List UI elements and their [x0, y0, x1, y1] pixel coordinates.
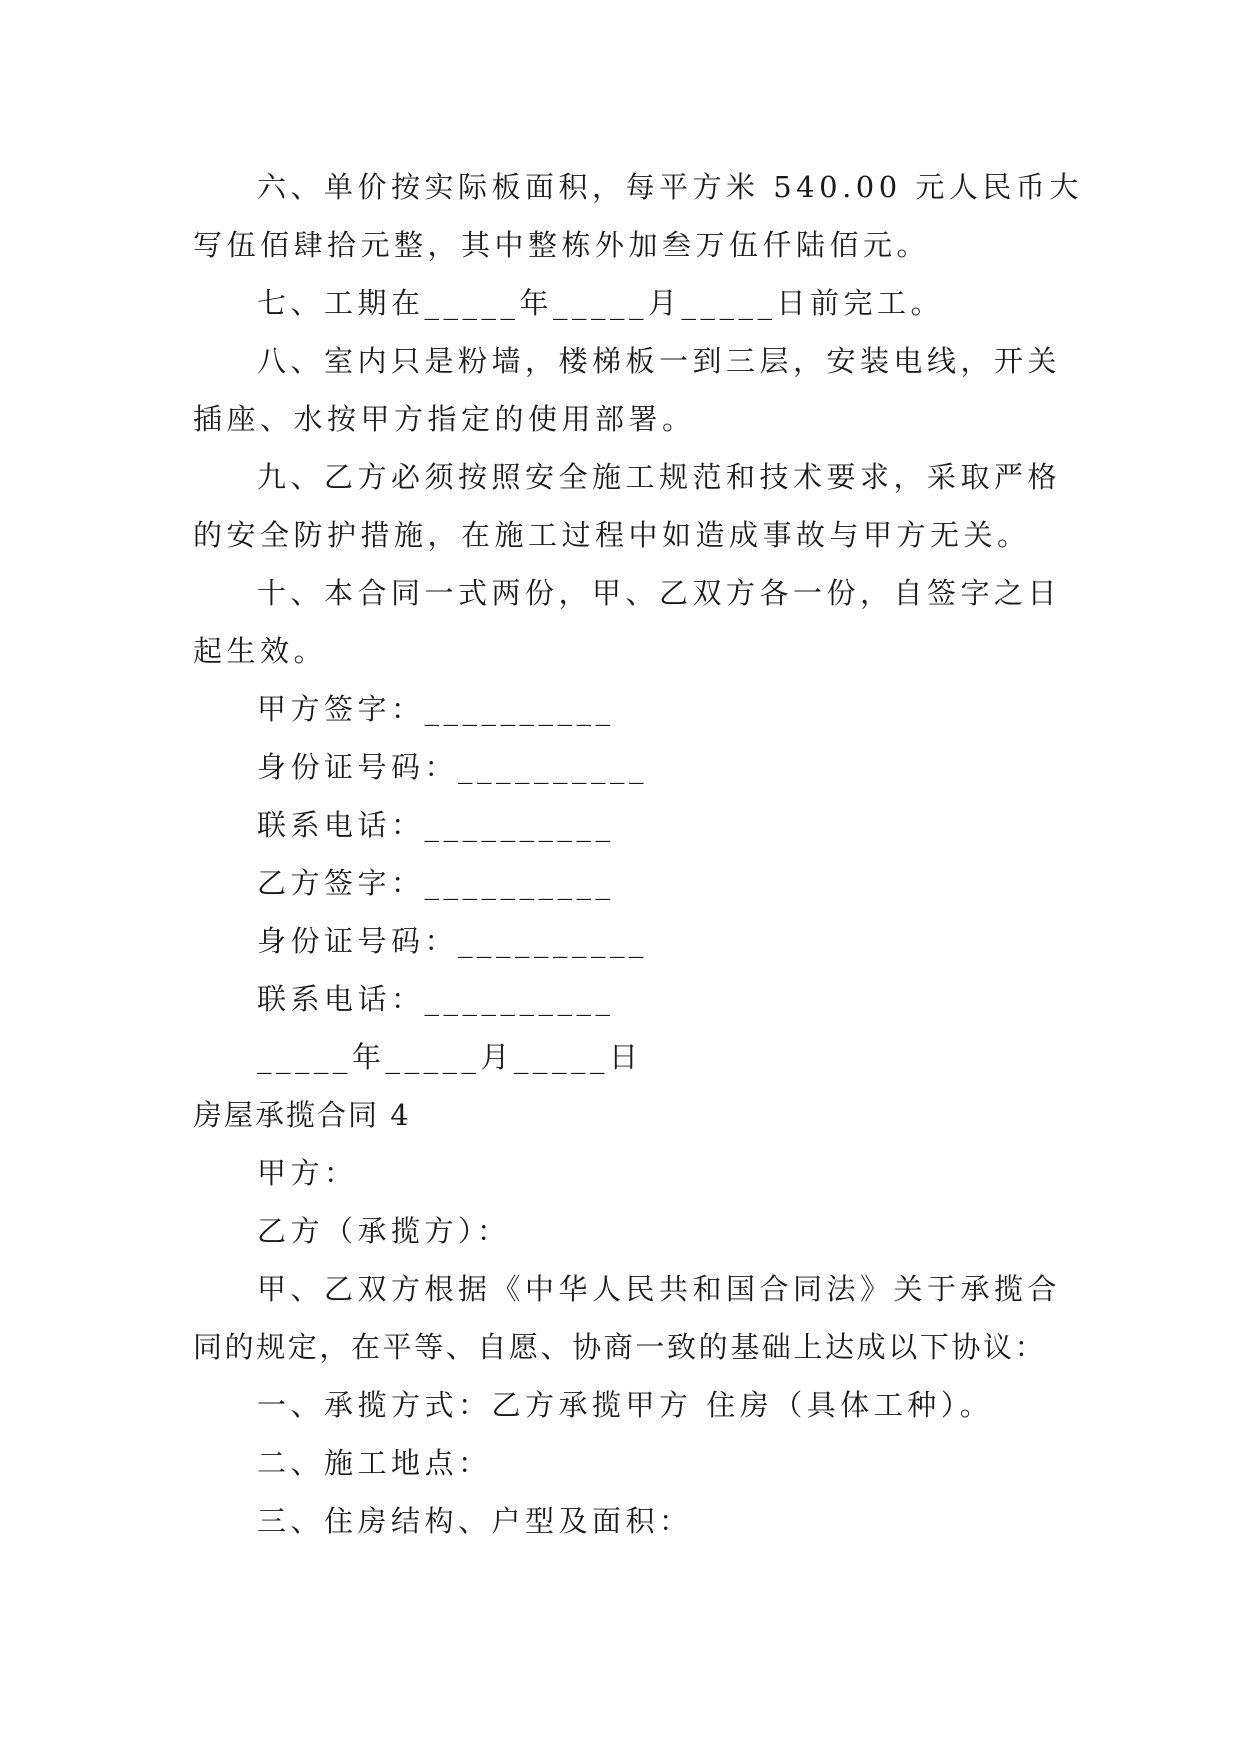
text-line: 一、承揽方式：乙方承揽甲方 住房（具体工种）。: [257, 1388, 994, 1422]
id-number-field-party-b: 身份证号码：__________: [257, 924, 649, 958]
text-line: 插座、水按甲方指定的使用部署。: [193, 402, 696, 436]
text-line: 的安全防护措施，在施工过程中如造成事故与甲方无关。: [193, 518, 1031, 552]
phone-field-party-a: 联系电话：__________: [257, 808, 615, 842]
document-body: [193, 158, 1083, 1550]
text-line: 乙方（承揽方）：: [257, 1214, 511, 1248]
text-line: 七、工期在_____年_____月_____日前完工。: [257, 286, 945, 320]
signature-field-party-b: 乙方签字：__________: [257, 866, 615, 900]
text-line: 起生效。: [193, 634, 328, 668]
signature-field-party-a: 甲方签字：__________: [257, 692, 615, 726]
text-line: 十、本合同一式两份，甲、乙双方各一份，自签字之日: [257, 576, 1062, 610]
text-line: 甲方：: [257, 1156, 358, 1190]
section-heading: 房屋承揽合同 4: [193, 1098, 411, 1132]
phone-field-party-b: 联系电话：__________: [257, 982, 615, 1016]
text-line: 同的规定，在平等、自愿、协商一致的基础上达成以下协议：: [193, 1330, 1047, 1364]
text-line: 写伍佰肆拾元整，其中整栋外加叁万伍仟陆佰元。: [193, 228, 931, 262]
text-line: 三、住房结构、户型及面积：: [257, 1504, 693, 1538]
text-line: 九、乙方必须按照安全施工规范和技术要求，采取严格: [257, 460, 1062, 494]
text-line: 二、施工地点：: [257, 1446, 492, 1480]
text-line: 八、室内只是粉墙，楼梯板一到三层，安装电线，开关: [257, 344, 1062, 378]
id-number-field-party-a: 身份证号码：__________: [257, 750, 649, 784]
text-line: 甲、乙双方根据《中华人民共和国合同法》关于承揽合: [257, 1272, 1062, 1306]
text-line: 六、单价按实际板面积，每平方米 540.00 元人民币大: [257, 170, 1083, 204]
date-field: _____年_____月_____日: [257, 1040, 643, 1074]
